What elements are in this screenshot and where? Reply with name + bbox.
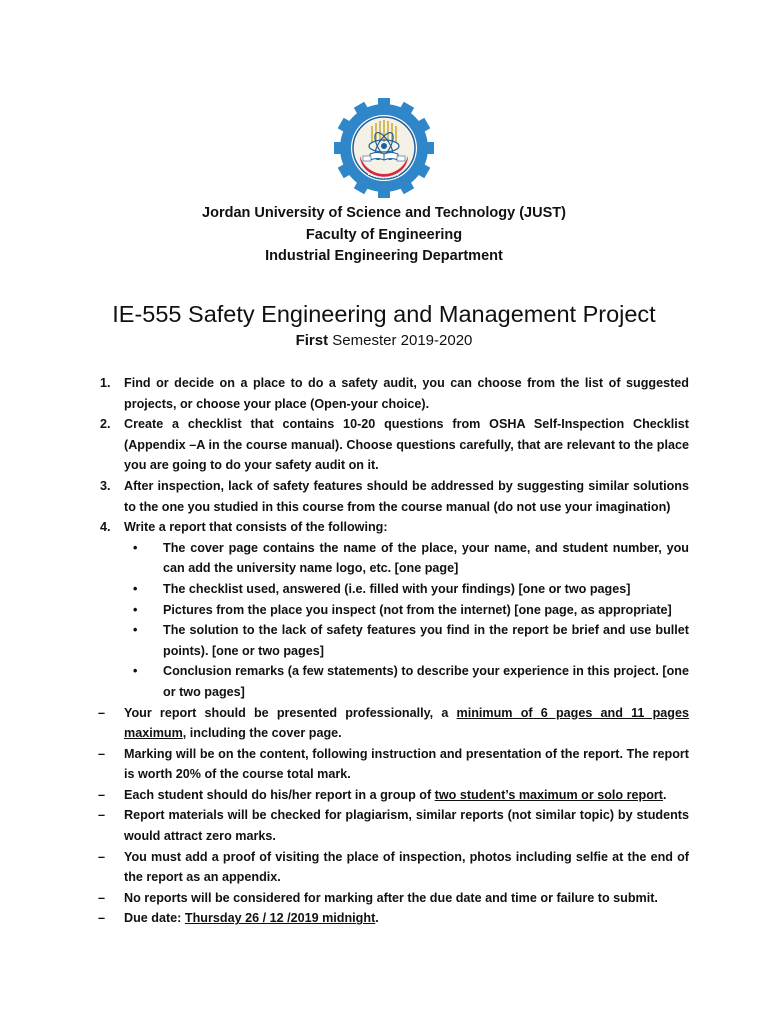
bullet-marker: • [133, 623, 138, 638]
item-text: Create a checklist that contains 10-20 questions from OSHA Self-Inspection Checklist (Appendix –A in the course manual). Choose questions carefully, that are relevant to the place you are going to do your safety audit on it. [124, 417, 689, 473]
list-item [0, 517, 689, 538]
note-item [0, 805, 689, 846]
note-item [0, 888, 689, 909]
dash-marker: – [98, 705, 106, 720]
note-item [0, 847, 689, 888]
item-text: After inspection, lack of safety features should be addressed by suggesting similar solutions to the one you studied in this course from the course manual (do not use your imagination) [124, 478, 689, 514]
note-item [0, 785, 689, 806]
list-item [0, 373, 689, 414]
bullet-item [0, 600, 689, 621]
university-logo [332, 96, 436, 200]
bullet-marker: • [133, 664, 138, 679]
institution-header [0, 203, 768, 268]
list-item [0, 476, 689, 517]
bullet-text: Pictures from the place you inspect (not from the internet) [one page, as appropriate] [163, 602, 672, 617]
book-icon [370, 153, 398, 161]
note-text: You must add a proof of visiting the place of inspection, photos including selfie at the end of the report as an appendix. [124, 849, 689, 885]
note-item [0, 703, 689, 744]
department-name: Industrial Engineering Department [265, 248, 503, 264]
item-number: 1. [100, 376, 111, 390]
note-text: Your report should be presented professionally, a [124, 705, 457, 720]
bullet-text: The solution to the lack of safety features you find in the report be brief and use bullet points). [one or two pages] [163, 623, 689, 658]
bullet-marker: • [133, 581, 138, 596]
note-text-end: . [375, 911, 379, 926]
note-text: Report materials will be checked for plagiarism, similar reports (not similar topic) by students would attract zero marks. [124, 808, 689, 844]
bullet-item [0, 620, 689, 661]
university-name: Jordan University of Science and Technology (JUST) [202, 205, 566, 221]
note-text: Each student should do his/her report in a group of [124, 787, 435, 802]
bullet-text: The cover page contains the name of the place, your name, and student number, you can add the university name logo, etc. [one page] [163, 540, 689, 576]
item-number: 3. [100, 478, 111, 493]
due-date-value: Thursday 26 / 12 /2019 midnight [184, 911, 376, 926]
note-text: No reports will be considered for marking after the due date and time or failure to submit. [124, 890, 658, 905]
document-title: IE-555 Safety Engineering and Management Project [112, 301, 656, 327]
note-text-end: , including the cover page. [182, 726, 342, 741]
list-item [0, 414, 689, 476]
note-underlined: minimum of 6 pages and 11 pages maximum [124, 705, 689, 741]
semester-label: Semester [332, 332, 397, 349]
note-item [0, 744, 689, 785]
note-text: Marking will be on the content, following instruction and presentation of the report. The report is worth 20% of the course total mark. [124, 746, 689, 782]
note-text-end: . [663, 787, 667, 802]
bullet-text: The checklist used, answered (i.e. filled with your findings) [one or two pages] [163, 581, 631, 596]
item-text: Find or decide on a place to do a safety audit, you can choose from the list of suggested projects, or choose your place (Open-your choice). [124, 376, 689, 411]
semester-line [0, 331, 768, 351]
instructions-list [0, 373, 768, 929]
bullet-marker: • [133, 540, 138, 555]
dash-marker: – [98, 746, 106, 761]
item-number: 4. [100, 520, 111, 535]
dash-marker: – [98, 808, 106, 823]
bullet-item [0, 579, 689, 600]
dash-marker: – [98, 911, 106, 926]
dash-marker: – [98, 849, 106, 864]
wheat-icon [372, 120, 396, 142]
bullet-item [0, 538, 689, 579]
item-text: Write a report that consists of the following: [124, 520, 388, 535]
semester-term: First [295, 332, 329, 349]
semester-year: 2019-2020 [400, 332, 473, 349]
due-date-label: Due date: [124, 911, 185, 926]
bullet-item [0, 661, 689, 702]
faculty-name: Faculty of Engineering [305, 226, 463, 243]
dash-marker: – [98, 890, 106, 905]
note-underlined: two student’s maximum or solo report [434, 787, 664, 802]
bullet-text: Conclusion remarks (a few statements) to describe your experience in this project. [one or two pages] [163, 664, 689, 699]
due-date-item [0, 908, 689, 929]
item-number: 2. [100, 417, 111, 432]
bullet-marker: • [133, 602, 138, 617]
dash-marker: – [98, 787, 106, 802]
